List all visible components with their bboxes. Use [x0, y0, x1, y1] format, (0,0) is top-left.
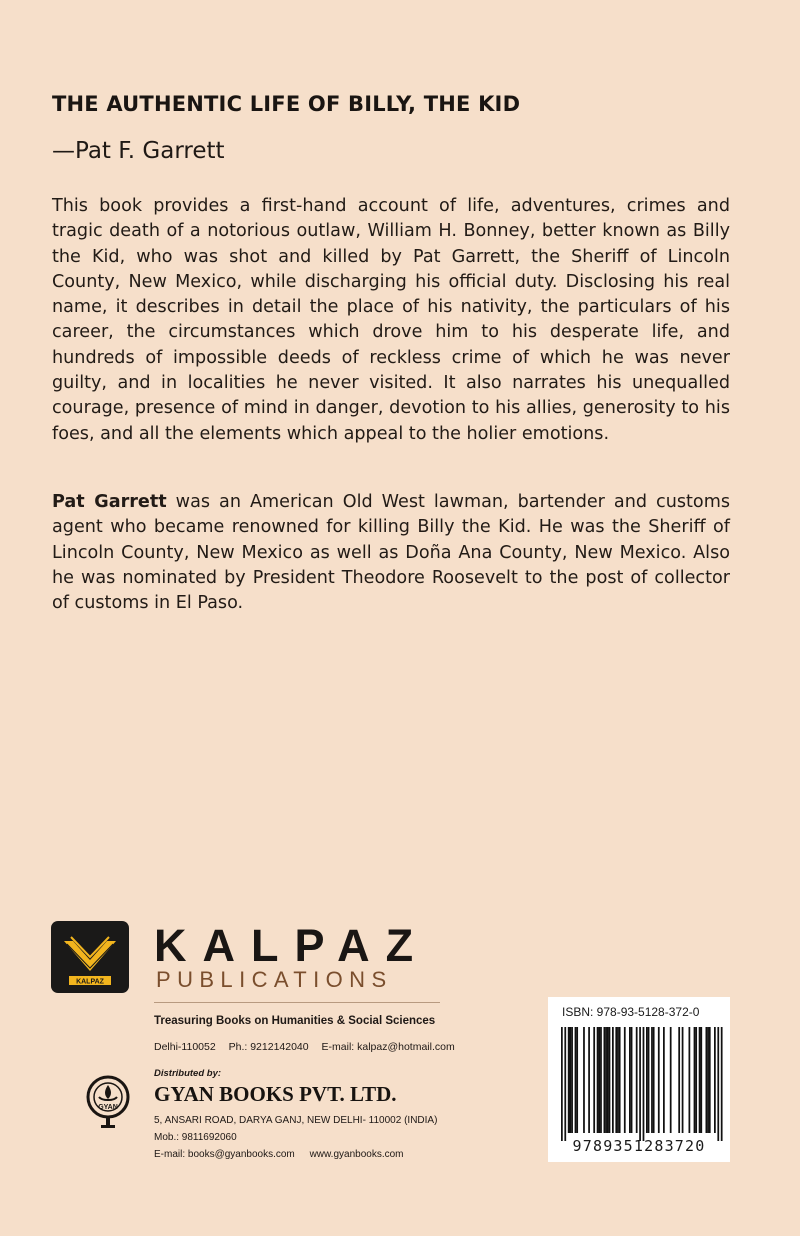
barcode-bar	[568, 1027, 570, 1133]
barcode-bar	[646, 1027, 648, 1133]
barcode-bar	[700, 1027, 702, 1133]
barcode-bar	[583, 1027, 585, 1133]
barcode-bar	[663, 1027, 665, 1133]
distributor-mobile: Mob.: 9811692060	[154, 1132, 237, 1143]
book-v-icon	[51, 921, 129, 993]
barcode-bar	[564, 1027, 566, 1141]
barcode-bar	[709, 1027, 711, 1133]
kalpaz-logo	[51, 921, 129, 993]
gyan-logo	[84, 1073, 132, 1131]
barcode-bar	[695, 1027, 697, 1133]
barcode-digits: 9789351283720	[572, 1137, 706, 1155]
barcode-bar	[721, 1027, 723, 1141]
author-bio-name: Pat Garrett	[52, 492, 167, 512]
book-title: THE AUTHENTIC LIFE OF BILLY, THE KID	[52, 92, 521, 116]
publisher-city: Delhi-110052	[154, 1041, 216, 1053]
publisher-email: E-mail: kalpaz@hotmail.com	[321, 1041, 455, 1053]
distributor-website: www.gyanbooks.com	[309, 1149, 404, 1160]
publisher-contact	[154, 1041, 465, 1053]
barcode-bar	[670, 1027, 672, 1133]
barcode-bar	[607, 1027, 609, 1133]
gyan-lamp-icon	[84, 1073, 132, 1131]
barcode-bar	[561, 1027, 563, 1141]
kalpaz-logo-text: KALPAZ	[76, 978, 104, 986]
distributor-email: E-mail: books@gyanbooks.com	[154, 1149, 295, 1160]
barcode-bar	[689, 1027, 691, 1133]
barcode-panel	[548, 997, 730, 1162]
author-bio	[52, 490, 730, 616]
barcode-bar	[619, 1027, 621, 1133]
barcode-bar	[658, 1027, 660, 1133]
publisher-tagline: Treasuring Books on Humanities & Social Sciences	[154, 1015, 436, 1027]
barcode-bar	[707, 1027, 709, 1133]
barcode-bar	[598, 1027, 600, 1133]
barcode-bar	[593, 1027, 595, 1133]
barcode-bar	[571, 1027, 573, 1133]
barcode-bar	[617, 1027, 619, 1133]
distributor-name: GYAN BOOKS PVT. LTD.	[154, 1082, 397, 1106]
publisher-subtitle: PUBLICATIONS	[156, 967, 393, 992]
barcode-bar	[694, 1027, 696, 1133]
book-description: This book provides a first-hand account of life, adventures, crimes and tragic death of a notorious outlaw, William H. Bonney, better known as Billy the Kid, who was shot and killed by Pat Garrett, the Sheriff of Lincoln County, New Mexico, while discharging his official duty. Disclosing his real name, it describes in detail the place of his nativity, the particulars of his career, the circumstances which drove him to his desperate life, and hundreds of impossible deeds of reckless crime of which he was never guilty, and in localities he never visited. It also narrates his unequalled courage, presence of mind in danger, devotion to his allies, generosity to his foes, and all the elements which appeal to the holier emotions.	[52, 196, 730, 444]
barcode-bar	[576, 1027, 578, 1133]
barcode-bar	[651, 1027, 653, 1133]
barcode-bar	[699, 1027, 701, 1133]
isbn-label: ISBN: 978-93-5128-372-0	[562, 1005, 700, 1019]
distributor-contact	[154, 1149, 416, 1160]
distributor-address: 5, ANSARI ROAD, DARYA GANJ, NEW DELHI- 110002 (INDIA)	[154, 1115, 438, 1126]
barcode-bar	[624, 1027, 626, 1133]
barcode-bar	[714, 1027, 716, 1133]
barcode-bar	[629, 1027, 631, 1133]
barcode-bar	[615, 1027, 617, 1133]
publisher-phone: Ph.: 9212142040	[228, 1041, 309, 1053]
publisher-name: KALPAZ	[154, 920, 430, 971]
barcode-bar	[588, 1027, 590, 1133]
barcode-bar	[612, 1027, 614, 1133]
barcode-bar	[604, 1027, 606, 1133]
barcode-bar	[570, 1027, 572, 1133]
barcode-bar	[643, 1027, 645, 1141]
distributor-label: Distributed by:	[154, 1068, 222, 1079]
barcode-bar	[597, 1027, 599, 1133]
publisher-divider	[154, 1002, 440, 1003]
gyan-logo-text: GYAN	[98, 1104, 118, 1111]
barcode-bar	[717, 1027, 719, 1141]
barcode-bar	[631, 1027, 633, 1133]
author-bio-text: was an American Old West lawman, bartender and customs agent who became renowned for killing Billy the Kid. He was the Sheriff of Lincoln County, New Mexico as well as Doña Ana County, New Mexico. Also he was nominated by President Theodore Roosevelt to the post of collector of customs in El Paso.	[52, 492, 731, 614]
barcode-bar	[575, 1027, 577, 1133]
barcode-bar	[600, 1027, 602, 1133]
barcode-bar	[639, 1027, 641, 1141]
barcode-bar	[678, 1027, 680, 1133]
barcode-bar	[648, 1027, 650, 1133]
barcode-bar	[636, 1027, 638, 1133]
barcode-bar	[653, 1027, 655, 1133]
barcode-bar	[706, 1027, 708, 1133]
author-line: —Pat F. Garrett	[52, 138, 225, 164]
barcode-bar	[605, 1027, 607, 1133]
barcode-bar	[682, 1027, 684, 1133]
barcode-bar	[609, 1027, 611, 1133]
